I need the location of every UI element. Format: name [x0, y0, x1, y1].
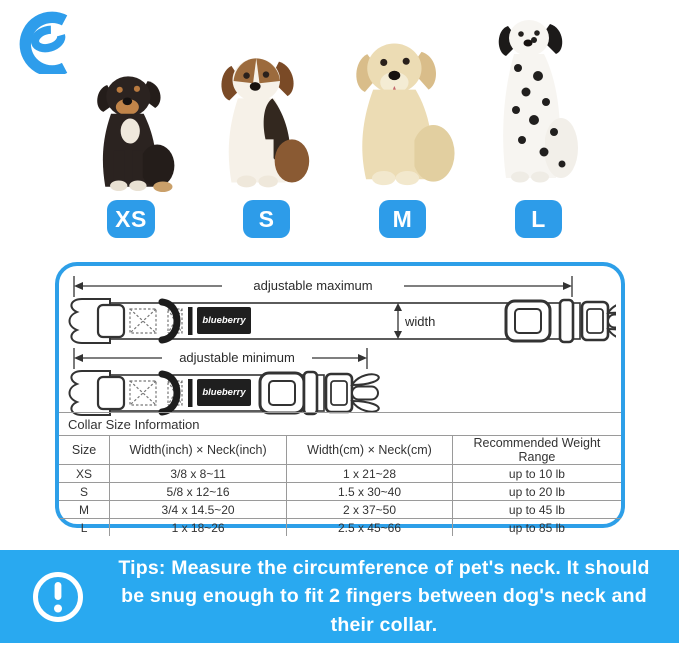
size-badge-xs: XS [107, 200, 155, 238]
collar-diagram-adjustable-maximum [64, 276, 616, 348]
cell-weight: up to 85 lb [452, 519, 621, 537]
size-badge-l: L [515, 200, 562, 238]
cell-weight: up to 10 lb [452, 465, 621, 483]
table-header-row [59, 436, 621, 465]
cell-weight: up to 20 lb [452, 483, 621, 501]
table-row-l [59, 519, 621, 537]
cell-width-inch: 3/8 x 8~11 [110, 465, 287, 483]
cell-width-inch: 1 x 18~26 [110, 519, 287, 537]
section-divider [59, 412, 621, 413]
dog-photo-beagle [212, 46, 320, 196]
table-title: Collar Size Information [68, 417, 200, 432]
tips-text: Tips: Measure the circumference of pet's neck. It should be snug enough to fit 2 fingers between dog's neck and their collar. [118, 557, 650, 636]
dog-photo-dalmatian [488, 6, 588, 196]
adjustable-minimum-label: adjustable minimum [179, 350, 295, 365]
width-label: width [405, 314, 436, 329]
adjustable-maximum-label: adjustable maximum [253, 278, 373, 293]
exclamation-alert-icon [32, 571, 84, 623]
dog-photo-black-tan-puppy [88, 68, 184, 196]
cell-width-cm: 1.5 x 30~40 [287, 483, 453, 501]
collar-brand-label: blueberry [202, 387, 246, 398]
size-badge-m: M [379, 200, 426, 238]
cell-width-inch: 3/4 x 14.5~20 [110, 501, 287, 519]
cell-width-cm: 2 x 37~50 [287, 501, 453, 519]
col-header-size: Size [59, 436, 110, 465]
tips-banner [0, 550, 679, 643]
collar-size-table [59, 435, 621, 536]
table-row-m [59, 501, 621, 519]
cell-size: M [59, 501, 110, 519]
col-header-weight: Recommended Weight Range [452, 436, 621, 465]
table-row-s [59, 483, 621, 501]
col-header-width-cm: Width(cm) × Neck(cm) [287, 436, 453, 465]
cell-weight: up to 45 lb [452, 501, 621, 519]
cell-width-cm: 2.5 x 45~66 [287, 519, 453, 537]
dog-photo-golden-retriever [346, 28, 464, 196]
e-swirl-logo-icon [12, 6, 78, 74]
size-badge-s: S [243, 200, 290, 238]
collar-diagram-adjustable-minimum [64, 348, 616, 420]
table-row-xs [59, 465, 621, 483]
cell-size: S [59, 483, 110, 501]
cell-width-inch: 5/8 x 12~16 [110, 483, 287, 501]
cell-size: XS [59, 465, 110, 483]
cell-size: L [59, 519, 110, 537]
size-chart-panel [55, 262, 625, 535]
cell-width-cm: 1 x 21~28 [287, 465, 453, 483]
collar-brand-label: blueberry [202, 315, 246, 326]
col-header-width-inch: Width(inch) × Neck(inch) [110, 436, 287, 465]
